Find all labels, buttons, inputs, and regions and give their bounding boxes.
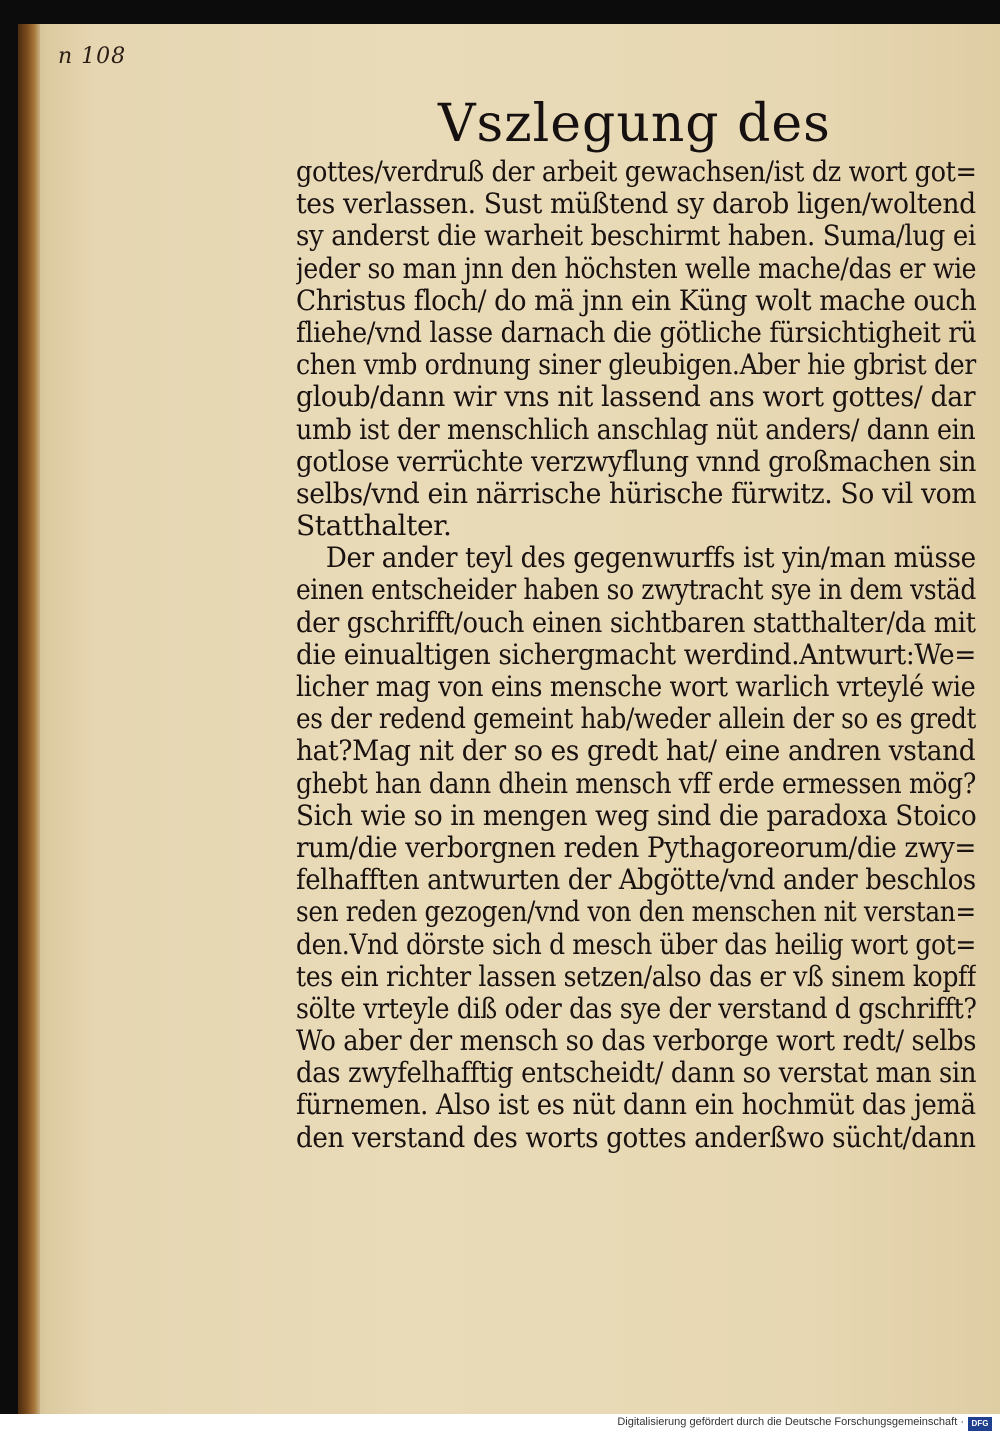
text-line: den.Vnd dörste sich d mesch über das heilig wort got= — [296, 928, 976, 961]
book-page — [18, 24, 1000, 1414]
text-line: einen entscheider haben so zwytracht sye in dem vstäd — [296, 574, 976, 607]
text-line: Wo aber der mensch so das verborge wort redt/ selbs — [296, 1025, 977, 1058]
text-line: umb ist der menschlich anschlag nüt anders/ dann ein — [296, 413, 976, 446]
text-line: jeder so man jnn den höchsten welle mache/das er wie — [296, 252, 976, 285]
text-line: es der redend gemeint hab/weder allein der so es gredt — [296, 703, 976, 736]
text-line: ghebt han dann dhein mensch vff erde ermessen mög? — [296, 767, 976, 800]
text-line: den verstand des worts gottes anderßwo sücht/dann — [296, 1121, 976, 1154]
text-line: gotlose verrüchte verzwyflung vnnd großmachen sin — [296, 445, 977, 478]
text-line: Sich wie so in mengen weg sind die paradoxa Stoico — [296, 799, 977, 832]
page-binding-edge — [18, 24, 40, 1414]
text-line: gottes/verdruß der arbeit gewachsen/ist dz wort got= — [296, 156, 977, 188]
text-line: selbs/vnd ein närrische hürische fürwitz. So vil vom — [296, 477, 976, 510]
text-line: die einualtigen sichergmacht werdind.Antwurt:We= — [296, 638, 976, 671]
text-line: Christus floch/ do mä jnn ein Küng wolt mache ouch — [296, 284, 977, 317]
text-line: hat?Mag nit der so es gredt hat/ eine andren vstand — [296, 735, 976, 768]
text-line: licher mag von eins mensche wort warlich vrteylé wie — [296, 671, 976, 703]
text-line: chen vmb ordnung siner gleubigen.Aber hie gbrist der — [296, 349, 977, 382]
text-line: sy anderst die warheit beschirmt haben. Suma/lug ei — [296, 220, 976, 253]
text-line: sölte vrteyle diß oder das sye der verstand d gschrifft? — [296, 992, 977, 1025]
text-line: tes ein richter lassen setzen/also das er vß sinem kopff — [296, 960, 976, 993]
text-line: Der ander teyl des gegenwurffs ist yin/man müsse — [325, 542, 976, 575]
dfg-logo: DFG — [968, 1417, 992, 1431]
text-block — [296, 156, 976, 1154]
footer-bar — [0, 1414, 1000, 1434]
running-head: Vszlegung des — [438, 94, 831, 154]
text-line: der gschrifft/ouch einen sichtbaren statthalter/da mit — [296, 606, 976, 639]
text-line: tes verlassen. Sust müßtend sy darob ligen/woltend — [296, 188, 976, 221]
text-line: gloub/dann wir vns nit lassend ans wort gottes/ dar — [296, 381, 976, 414]
folio-number: n 108 — [58, 44, 127, 69]
text-line: felhafften antwurten der Abgötte/vnd ander beschlos — [296, 864, 976, 897]
text-line: fürnemen. Also ist es nüt dann ein hochmüt das jemä — [296, 1089, 976, 1122]
text-line: sen reden gezogen/vnd von den menschen nit verstan= — [296, 896, 976, 929]
text-line: Statthalter. — [296, 510, 452, 543]
text-line: rum/die verborgnen reden Pythagoreorum/die zwy= — [296, 831, 976, 864]
funding-credit: Digitalisierung gefördert durch die Deutsche Forschungsgemeinschaft · — [617, 1416, 964, 1428]
text-line: das zwyfelhafftig entscheidt/ dann so verstat man sin — [296, 1057, 977, 1090]
text-line: fliehe/vnd lasse darnach die götliche fürsichtigheit rü — [296, 316, 977, 349]
